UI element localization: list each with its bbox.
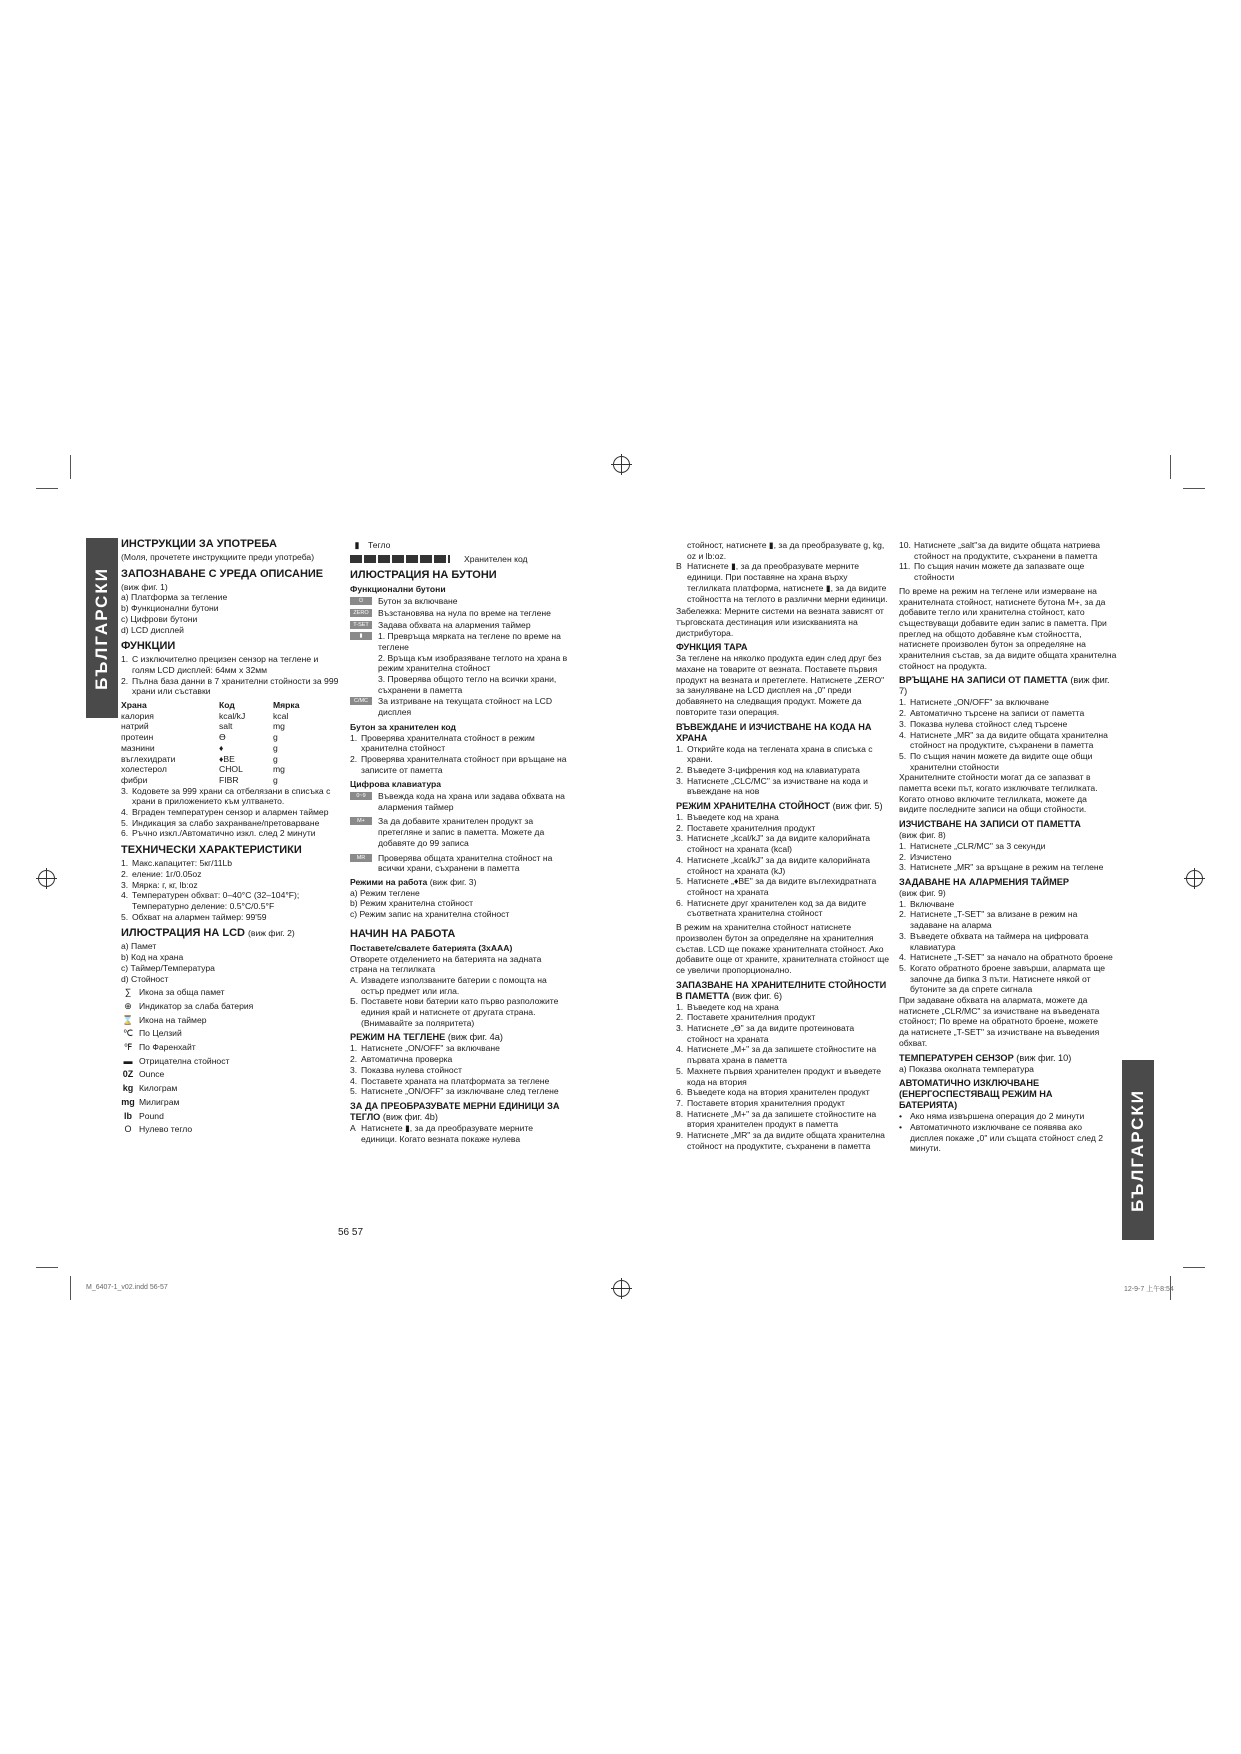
list-item: 1. Макс.капацитет: 5кг/11Lb [121,858,233,869]
ounce-icon: 0Z [122,1069,134,1080]
registration-mark-icon [38,870,55,887]
language-tab-right: БЪЛГАРСКИ [1122,1060,1154,1240]
list-item: • Ако няма извършена операция до 2 минути [899,1111,1085,1122]
pound-icon: lb [124,1110,132,1121]
main-title: ИНСТРУКЦИИ ЗА УПОТРЕБА [121,538,277,550]
list-item: 2. Поставете хранителния продукт [676,822,816,833]
list-item: 3. Натиснете „ϴ" за да видите протеиновата стойност на храната [676,1023,855,1044]
tset-button-desc: T-SET Задава обхвата на алармения таймер [350,620,570,631]
column-3: стойност, натиснете ▮, за да преобразувате g, kg, oz и lb:oz. B Натиснете ▮, за да преобразувате мерните единици. При поставяне на храна върху теглилката платформа, натиснете ▮, за да видите стойността на теглото в различни мерни единици. Забележка: Мерните системи на везната зависят от търговската дестинация или изискванията на дистрибутора. ФУНКЦИЯ ТАРА За теглене на няколко продукта един след друг без махане на товарите от везната. Поставете първия продукт на везната и претеглете. Натиснете „ZERO" за зануляване на LCD дисплея на „0" преди добавянето на следващия продукт. Можете да повторите тази операция. ВЪВЕЖДАНЕ И ИЗЧИСТВАНЕ НА КОДА НА ХРАНА 1. Открийте кода на теглената храна в списъка с храни. 2. Въведете 3-цифрения код на клавиатурата 3. Натиснете „CLC/MC" за изчистване на кода и въвеждане на нов РЕЖИМ ХРАНИТЕЛНА СТОЙНОСТ (виж фиг. 5) 1. Въведете код на храна 2. Поставете хранителния продукт 3. Натиснете „kcal/kJ" за да видите калорийната стойност на храната (kcal) 4. Натиснете „kcal/kJ" за да видите калорийната стойност на храната (kJ) 5. Натиснете „♦BE" за да видите въглехидратната стойност на храната 6. Натиснете друг хранителен код за да видите съответната хранителна стойност В режим на хранителна стойност натиснете произволен бутон за определяне на хранителния състав. LCD ще покаже хранителната стойност. Ако добавите още от храните, хранителната стойност ще се увеличи пропорционално. ЗАПАЗВАНЕ НА ХРАНИТЕЛНИТЕ СТОЙНОСТИ В ПАМЕТТА (виж фиг. 6) 1. Въведете код на храна 2. Поставете хранителния продукт 3. Натиснете „ϴ" за да видите протеиновата стойност на храната 4. Натиснете „M+" за да запишете стойностите на първата храна в паметта 5. Махнете първия хранителен продукт и въведете кода на втория 6. Въведете кода на втория хранителен продукт 7. Поставете втория хранителния продукт 8. Натиснете „M+" за да запишете стойностите на втория хранителен продукт в паметта 9. Натиснете „MR" за да видите общата хранителна стойност на продуктите, съхранени в паметта [676,540,890,1151]
negative-icon: ▬ [123,1055,133,1066]
celsius-icon: ℃ [122,1028,134,1039]
clear-button-desc: C/MC За изтриване на текущата стойност на LCD дисплея [350,696,570,717]
list-item: 3. Натиснете „kcal/kJ" за да видите калорийната стойност на храната (kcal) [676,833,871,855]
list-item: 1. Въведете код на храна [676,1001,779,1012]
list-item: Б. Поставете нови батерии като първо разположите единия край и натиснете от другата страна. (Внимавайте за поляритета) [350,996,559,1028]
list-item: 2. еление: 1г/0.05oz [121,868,202,879]
kilogram-icon: kg [122,1083,134,1094]
sum-icon: ∑ [124,987,132,998]
registration-mark-icon [613,1280,630,1297]
crop-mark [36,488,58,489]
registration-mark-icon [613,456,630,473]
list-item: 11. По същия начин можете да запазвате още стойности [899,561,1085,583]
list-item: 3. Въведете обхвата на таймера на цифровата клавиатура [899,930,1089,952]
list-item: 2. Поставете хранителния продукт [676,1012,816,1023]
list-item: 4. Вграден температурен сензор и алармен таймер [121,807,329,818]
mr-key-desc: MR Проверява общата хранителна стойност на всички храни, съхранени в паметта [350,853,570,874]
list-item: • Автоматичното изключване се появява ако дисплея покаже „0" или същата стойност след 2 минути. [899,1121,1104,1154]
list-item: 4. Натиснете „M+" за да запишете стойностите на първата храна в паметта [676,1044,877,1066]
list-item: 1. Натиснете „CLR/MC" за 3 секунди [899,840,1046,851]
list-item: 2. Пълна база данни в 7 хранителни стойности за 999 храни или съставки [121,675,339,697]
list-item: 2. Автоматично търсене на записи от паметта [899,708,1085,719]
buttons-heading: ИЛЮСТРАЦИЯ НА БУТОНИ [350,569,497,582]
work-heading: НАЧИН НА РАБОТА [350,927,456,940]
list-item: 4. Температурен обхват: 0–40°C (32–104°F); Температурно деление: 0.5°C/0.5°F [121,890,300,911]
list-item: 9. Натиснете „MR" за да видите общата хранителна стойност на продуктите, съхранени в паметта [676,1130,885,1151]
list-item: 1. Включване [899,898,955,909]
column-2: ▮ Тегло Хранителен код ИЛЮСТРАЦИЯ НА БУТОНИ Функционални бутони ⏻ Бутон за включване ZERO Възстановява на нула по време на теглене T-SET Задава обхвата на алармения таймер ▮ 1. Превръща мярката на теглене по време на теглене 2. Връща към изобразяване теглото на храна в режим хранителна стойност 3. Проверява общото тегло на всички храни, съхранени в паметта C/MC За изтриване на текущата стойност на LCD дисплея Бутон за хранителен код 1. Проверява хранителната стойност в режим хранителна стойност 2. Проверява хранителната стойност при връщане на записите от паметта Цифрова клавиатура 0~9 Въвежда кода на храна или задава обхвата на алармения таймер M+ За да добавите хранителен продукт за претегляне и запис в паметта. Можете да добавяте до 99 записа MR Проверява общата хранителна стойност на всички храни, съхранени в паметта Режими на работа (виж фиг. 3) a) Режим теглене b) Режим хранителна стойност c) Режим запис на хранителна стойност НАЧИН НА РАБОТА Поставете/свалете батерията (3xAAA) Отворете отделението на батерията на задната страна на теглилката A. Извадете използваните батерии с помощта на остър предмет или игла. Б. Поставете нови батерии като първо разположите единия край и натиснете от другата страна. (Внимавайте за поляритета) РЕЖИМ НА ТЕГЛЕНЕ (виж фиг. 4a) 1. Натиснете „ON/OFF" за включване 2. Автоматична проверка 3. Показва нулева стойност 4. Поставете храната на платформата за теглене 5. Натиснете „ON/OFF" за изключване след теглене ЗА ДА ПРЕОБРАЗУВАТЕ МЕРНИ ЕДИНИЦИ ЗА ТЕГЛО (виж фиг. 4b) A Натиснете ▮, за да преобразувате мерните единици. Когато везната покаже нулева [350,540,570,1144]
list-item: 1. Въведете код на храна [676,812,779,823]
list-item: 4. Натиснете „T-SET" за начало на обратното броене [899,952,1113,963]
footer-file: M_6407-1_v02.indd 56-57 [86,1284,168,1291]
list-item: 8. Натиснете „M+" за да запишете стойностите на втория хранителен продукт в паметта [676,1108,877,1130]
list-item: 2. Въведете 3-цифрения код на клавиатурата [676,764,860,775]
list-item: 1. Открийте кода на теглената храна в списъка с храни. [676,743,873,765]
list-item: 5. Махнете първия хранителен продукт и въведете кода на втория [676,1065,881,1087]
unit-button-desc: ▮ 1. Превръща мярката на теглене по време на теглене 2. Връща към изобразяване теглото на храна в режим хранителна стойност 3. Проверява общото тегло на всички храни, съхранени в паметта [350,631,570,695]
list-item: 3. Натиснете „CLC/MC" за изчистване на кода и въвеждане на нов [676,775,868,797]
fahrenheit-icon: ℉ [123,1042,133,1053]
footer-date: 12-9-7 上午8:54 [1124,1286,1174,1293]
list-item: 4. Натиснете „kcal/kJ" за да видите калорийната стойност на храната (kJ) [676,854,871,876]
registration-mark-icon [1186,870,1203,887]
list-item: 3. Натиснете „MR" за връщане в режим на теглене [899,862,1104,873]
crop-mark [1183,488,1205,489]
list-item: 4. Поставете храната на платформата за теглене [350,1075,550,1086]
tech-heading: ТЕХНИЧЕСКИ ХАРАКТЕРИСТИКИ [121,844,302,857]
timer-icon: ⌛ [122,1014,134,1025]
digit-keys-desc: 0~9 Въвежда кода на храна или задава обхвата на алармения таймер [350,791,570,812]
list-item: 4. Натиснете „MR" за да видите общата хранителна стойност на продуктите, съхранени в паметта [899,729,1108,751]
list-item: 1. Натиснете „ON/OFF" за включване [350,1043,500,1054]
zero-weight-icon: O [124,1124,132,1135]
milligram-icon: mg [121,1096,135,1107]
intro-heading: ЗАПОЗНАВАНЕ С УРЕДА ОПИСАНИЕ [121,567,324,580]
list-item: 2. Натиснете „T-SET" за влизане в режим на задаване на аларма [899,909,1078,931]
column-4: 10. Натиснете „salt"за да видите общата натриева стойност на продуктите, съхранени в паметта 11. По същия начин можете да запазвате още стойности По време на режим на теглене или измерване на хранителната стойност, натиснете бутона M+, за да добавите тегло или хранителна стойност, като съществуващи добавите един запис в паметта. При преглед на общото добавяне към стойността, натиснете произволен бутон за определяне на хранителния състав, за да видите общата хранителна стойност на продукта. ВРЪЩАНЕ НА ЗАПИСИ ОТ ПАМЕТТА (виж фиг. 7) 1. Натиснете „ON/OFF" за включване 2. Автоматично търсене на записи от паметта 3. Показва нулева стойност след търсене 4. Натиснете „MR" за да видите общата хранителна стойност на продуктите, съхранени в паметта 5. По същия начин можете да видите още общи хранителни стойности Хранителните стойности могат да се запазват в паметта всеки път, когато изключвате теглилката. Когато отново включите теглилката, можете да видите последните записи на общи стойности. ИЗЧИСТВАНЕ НА ЗАПИСИ ОТ ПАМЕТТА (виж фиг. 8) 1. Натиснете „CLR/MC" за 3 секунди 2. Изчистено 3. Натиснете „MR" за връщане в режим на теглене ЗАДАВАНЕ НА АЛАРМЕНИЯ ТАЙМЕР (виж фиг. 9) 1. Включване 2. Натиснете „T-SET" за влизане в режим на задаване на аларма 3. Въведете обхвата на таймера на цифровата клавиатура 4. Натиснете „T-SET" за начало на обратното броене 5. Когато обратното броене завърши, алармата ще започне да бипка 3 пъти. Натиснете някой от бутоните за да спрете сигнала При задаване обхвата на алармата, можете да натиснете „CLR/MC" за изчистване на въведената стойност; По време на обратното броене, можете да натиснете „T-SET" за изчистване на въведения обхват. ТЕМПЕРАТУРЕН СЕНЗОР (виж фиг. 10) a) Показва околната температура АВТОМАТИЧНО ИЗКЛЮЧВАНЕ (ЕНЕРГОСПЕСТЯВАЩ РЕЖИМ НА БАТЕРИЯТА) • Ако няма извършена операция до 2 минути • Автоматичното изключване се появява ако дисплея покаже „0" или същата стойност след 2 минути. [899,540,1117,1154]
mplus-key-desc: M+ За да добавите хранителен продукт за претегляне и запис в паметта. Можете да добавяте до 99 записа [350,816,570,848]
list-item: 5. Когато обратното броене завърши, алармата ще започне да бипка 3 пъти. Натиснете някой от бутоните за да спрете сигнала [899,962,1106,995]
crop-mark [1183,1267,1205,1268]
page-numbers: 56 57 [338,1227,364,1238]
list-item: 5. Натиснете „ON/OFF" за изключване след теглене [350,1086,559,1097]
list-item: 3. Показва нулева стойност след търсене [899,718,1068,729]
battery-icon: ⊕ [124,1000,132,1011]
list-item: 6. Въведете кода на втория хранителен продукт [676,1087,870,1098]
food-table: Храна Код Мярка калория kcal/kJ kcal натрий salt mg протеин ϴ g мазнини ♦ g въглехидрати ♦BE g холестерол CHOL mg фибри FIBR g [121,700,300,785]
list-item: 3. Показва нулева стойност [350,1064,462,1075]
power-button-desc: ⏻ Бутон за включване [350,596,570,607]
list-item: A Натиснете ▮, за да преобразувате мерните единици. Когато везната покаже нулева [350,1122,534,1144]
list-item: 3. Кодовете за 999 храни са отбелязани в списъка с храни в приложението към ултването. [121,785,331,807]
crop-mark [36,1267,58,1268]
list-item: 1. Проверява хранителната стойност в режим хранителна стойност [350,732,535,754]
list-item: 2. Автоматична проверка [350,1054,453,1065]
weight-icon: ▮ [354,540,360,550]
list-item: 5. Натиснете „♦BE" за да видите въглехидратната стойност на храната [676,876,877,897]
lcd-icon-list: ∑ Икона за обща памет ⊕ Индикатор за слаба батерия ⌛ Икона на таймер ℃ По Целзий ℉ По Фаренхайт ▬ Отрицателна стойност 0Z Ounce kg Килограм mg Милиграм lb Pound O Нулево тегло [121,987,254,1135]
zero-button-desc: ZERO Възстановява на нула по време на теглене [350,608,570,619]
intro-list: a) Платформа за тегление b) Функционални бутони c) Цифрови бутони d) LCD дисплей [121,592,228,635]
crop-mark [70,455,71,479]
list-item: 5. По същия начин можете да видите още общи хранителни стойности [899,750,1093,772]
column-1: ИНСТРУКЦИИ ЗА УПОТРЕБА (Моля, прочетете инструкциите преди употреба) ЗАПОЗНАВАНЕ С УРЕДА ОПИСАНИЕ (виж фиг. 1) a) Платформа за тегление b) Функционални бутони c) Цифрови бутони d) LCD дисплей ФУНКЦИИ 1. С изключително прецизен сензор на теглене и голям LCD дисплей: 64мм x 32мм 2. Пълна база данни в 7 хранителни стойности за 999 храни или съставки Храна Код Мярка калория kcal/kJ kcal натрий salt mg протеин ϴ g мазнини ♦ g въглехидрати ♦BE g холестерол CHOL mg фибри FIBR g 3. Кодовете за 999 храни са отбелязани в списъка с храни в приложението към ултването. 4. Вграден температурен сензор и алармен таймер 5. Индикация за слабо захранване/претоварване 6. Ръчно изкл./Автоматично изкл. след 2 минути ТЕХНИЧЕСКИ ХАРАКТЕРИСТИКИ 1. Макс.капацитет: 5кг/11Lb 2. еление: 1г/0.05oz 3. Мярка: г, кг, lb:oz 4. Температурен обхват: 0–40°C (32–104°F); Температурно деление: 0.5°C/0.5°F 5. Обхват на алармен таймер: 99'59 ИЛЮСТРАЦИЯ НА LCD (виж фиг. 2) a) Памет b) Код на храна c) Таймер/Температура d) Стойност ∑ Икона за обща памет ⊕ Индикатор за слаба батерия ⌛ Икона на таймер ℃ По Целзий ℉ По Фаренхайт ▬ Отрицателна стойност 0Z Ounce kg Килограм mg Милиграм lb Pound O Нулево тегло [121,538,341,1138]
language-tab-left: БЪЛГАРСКИ [86,538,118,718]
list-item: 2. Проверява хранителната стойност при връщане на записите от паметта [350,753,567,775]
list-item: 3. Мярка: г, кг, lb:oz [121,879,198,890]
crop-mark [1170,455,1171,479]
main-subtitle: (Моля, прочетете инструкциите преди употреба) [121,552,315,562]
food-code-keys-icon [350,555,450,563]
functions-heading: ФУНКЦИИ [121,640,176,653]
list-item: 6. Натиснете друг хранителен код за да видите съответната хранителна стойност [676,897,867,919]
power-icon: ⏻ [350,597,372,605]
list-item: 5. Индикация за слабо захранване/претоварване [121,817,320,828]
list-item: 5. Обхват на алармен таймер: 99'59 [121,911,267,922]
list-item: B Натиснете ▮, за да преобразувате мерните единици. При поставяне на храна върху теглилката платформа, натиснете ▮, за да видите стойността на теглото в различни мерни единици. [676,561,888,604]
list-item: 6. Ръчно изкл./Автоматично изкл. след 2 минути [121,828,316,839]
list-item: 1. С изключително прецизен сензор на теглене и голям LCD дисплей: 64мм x 32мм [121,654,319,675]
list-item: 10. Натиснете „salt"за да видите общата натриева стойност на продуктите, съхранени в паметта [899,540,1101,561]
list-item: 2. Изчистено [899,851,952,862]
crop-mark [70,1276,71,1300]
list-item: 1. Натиснете „ON/OFF" за включване [899,697,1049,708]
lcd-heading: ИЛЮСТРАЦИЯ НА LCD (виж фиг. 2) [121,927,295,940]
list-item: A. Извадете използваните батерии с помощта на остър предмет или игла. [350,974,547,996]
list-item: 7. Поставете втория хранителния продукт [676,1097,845,1108]
